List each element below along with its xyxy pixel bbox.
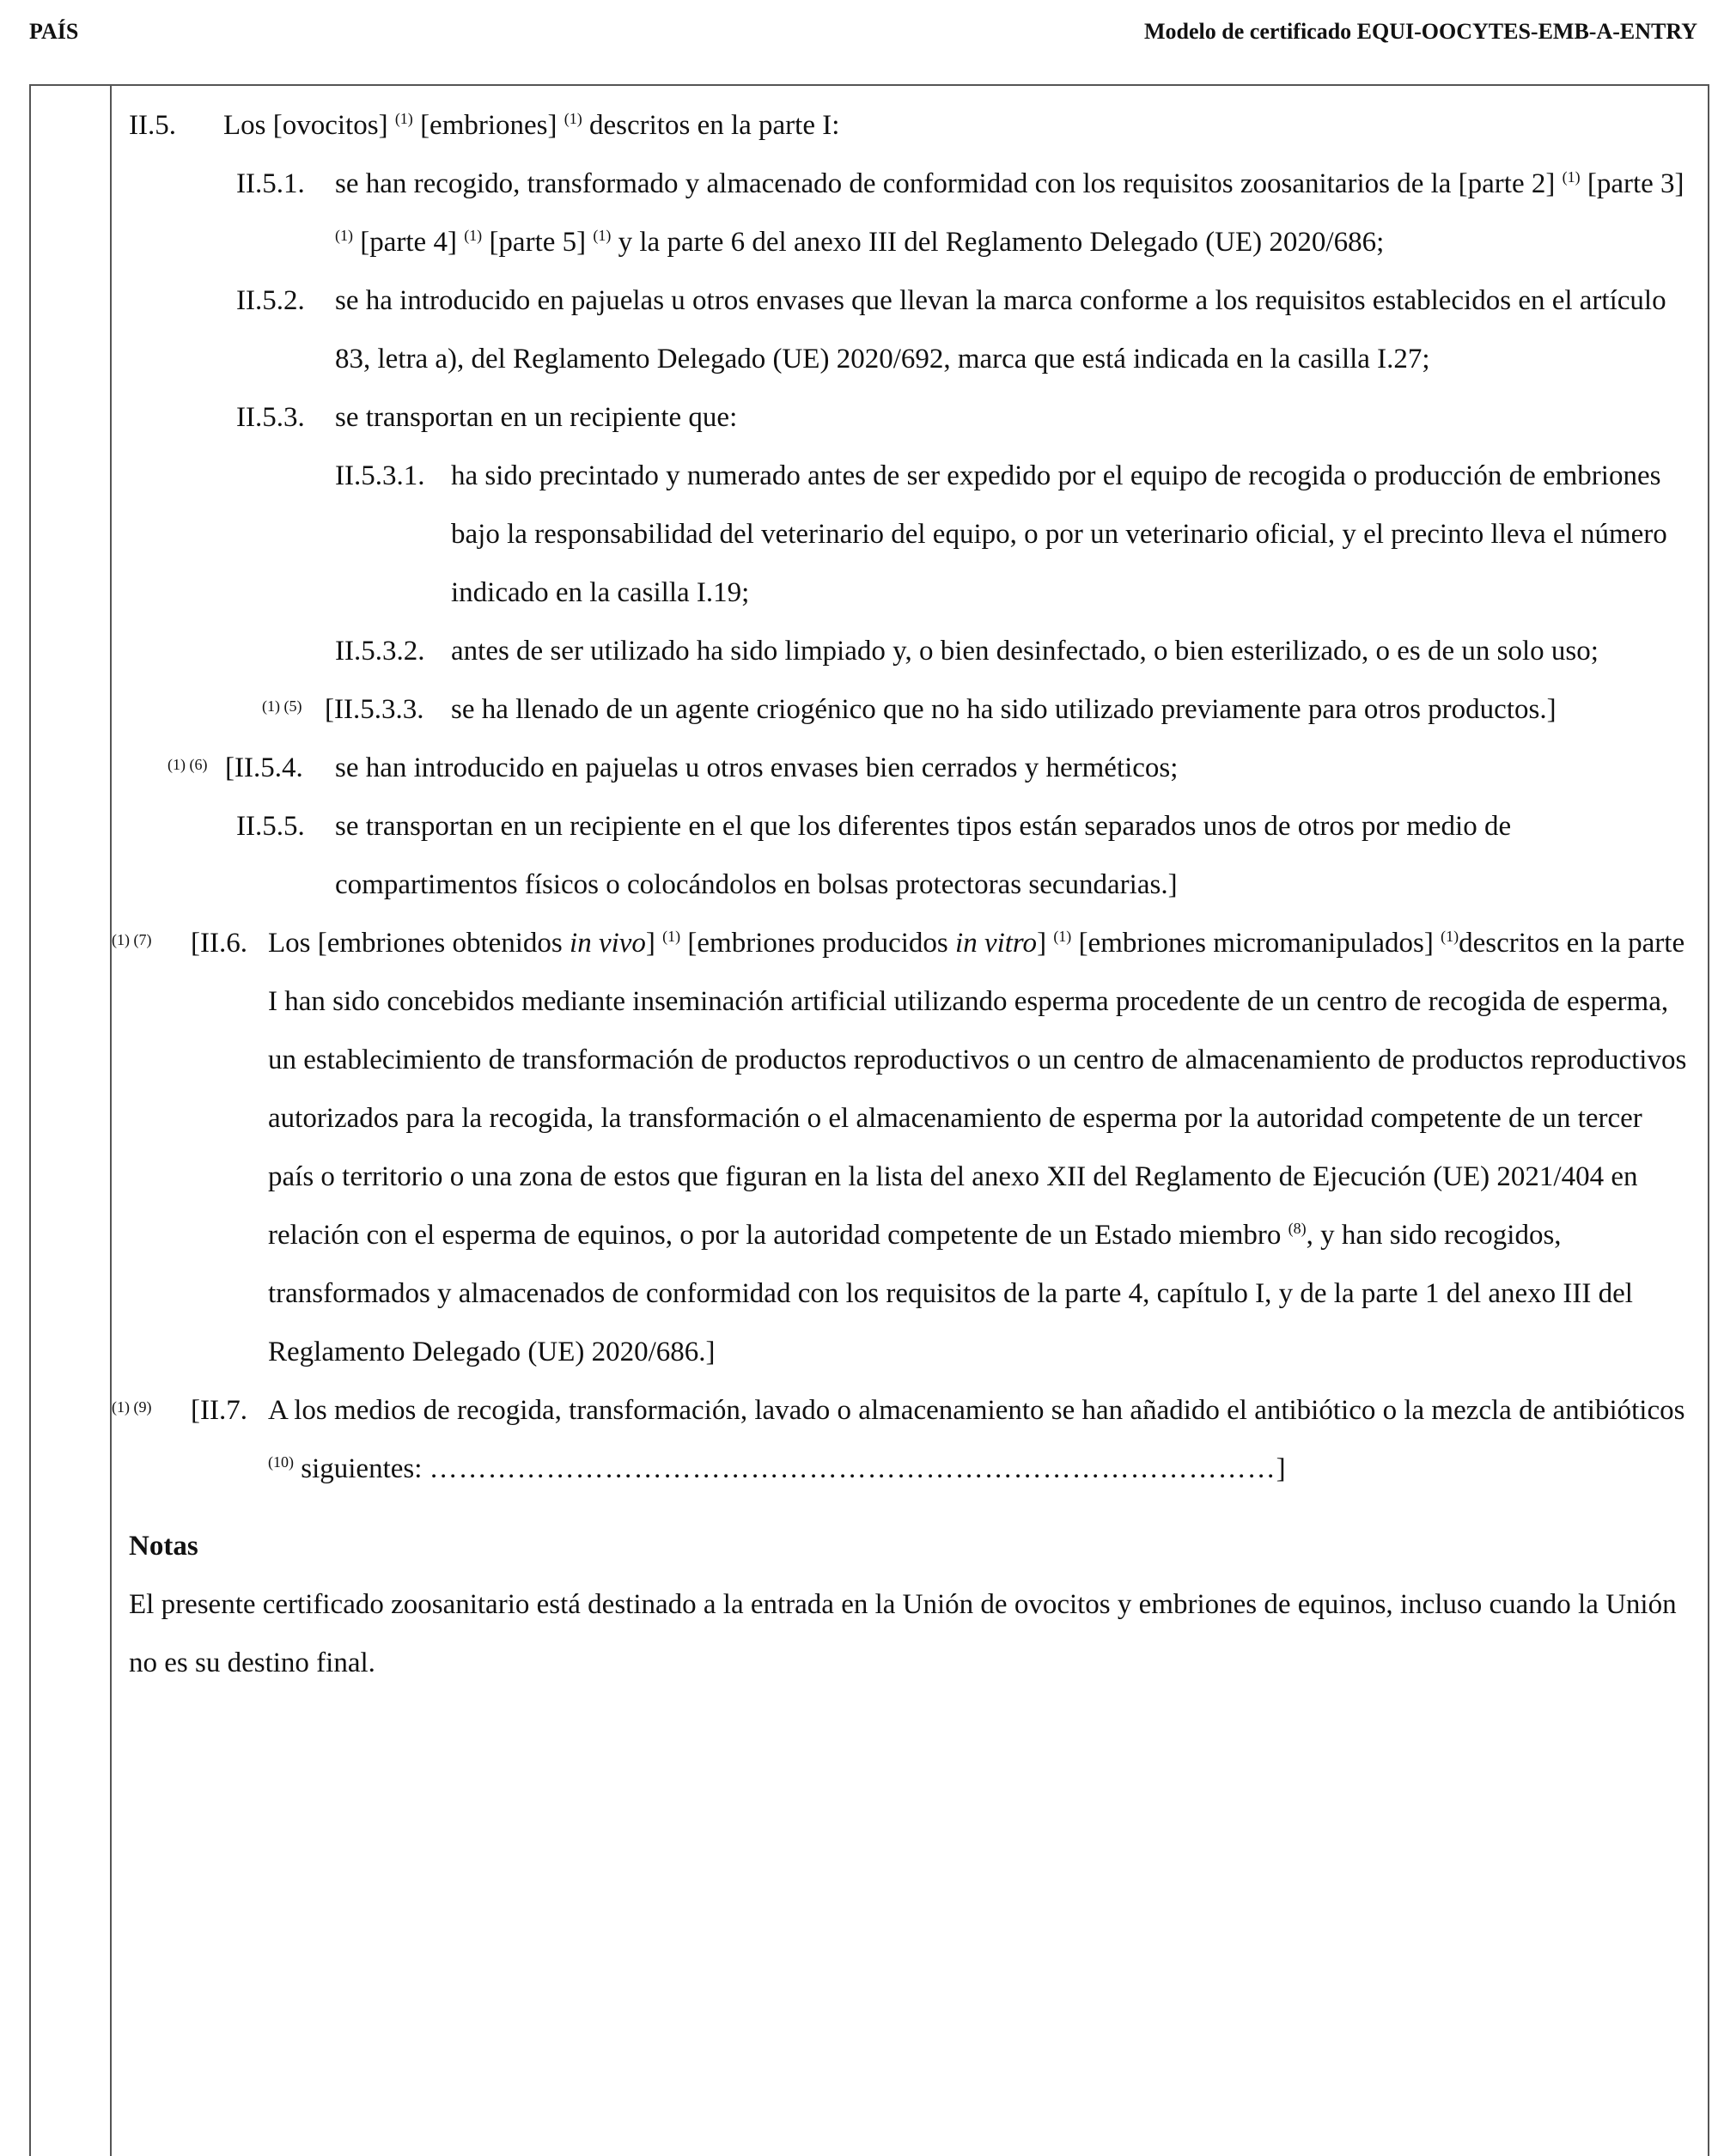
footnote-ref: (1) — [564, 110, 582, 127]
certificate-body — [112, 96, 1692, 1692]
italic-text: in vitro — [955, 928, 1038, 959]
text: se transportan en un recipiente que: — [335, 402, 738, 433]
section-number: II.5.1. — [236, 168, 305, 199]
text: , y han sido recogidos, transformados y almacenados de conformidad con los requisitos de la parte 4, capítulo I, y de la parte 1 del anexo III del Reglamento Delegado (UE) 2020/686.] — [268, 1220, 1633, 1367]
text: se ha introducido en pajuelas u otros envases que llevan la marca conforme a los requisitos establecidos en el artículo 83, letra a), del Reglamento Delegado (UE) 2020/692, marca que está indicada en la casilla I.27; — [335, 285, 1666, 375]
text: antes de ser utilizado ha sido limpiado y, o bien desinfectado, o bien esterilizado, o es de un solo uso; — [451, 636, 1599, 667]
text: [embriones micromanipulados] — [1071, 928, 1441, 959]
section-number: [II.7. — [191, 1395, 247, 1426]
text: Los [ovocitos] — [223, 110, 395, 141]
text: se ha llenado de un agente criogénico que no ha sido utilizado previamente para otros productos.] — [451, 694, 1557, 725]
text: ha sido precintado y numerado antes de ser expedido por el equipo de recogida o producción de embriones bajo la responsabilidad del veterinario del equipo, o por un veterinario oficial, y el precinto lleva el número indicado en la casilla I.19; — [451, 460, 1667, 608]
text: [parte 5] — [482, 227, 594, 258]
italic-text: in vivo — [570, 928, 646, 959]
text: se han introducido en pajuelas u otros envases bien cerrados y herméticos; — [335, 752, 1179, 783]
section-II-5-3-3: (1) (5) [II.5.3.3. se ha llenado de un agente criogénico que no ha sido utilizado previamente para otros productos.] — [129, 680, 1692, 739]
text: Los [embriones obtenidos — [268, 928, 570, 959]
footnote-ref: (1) — [1053, 928, 1072, 945]
section-II-5-3-2 — [129, 622, 1692, 680]
section-II-5-4: (1) (6) [II.5.4. se han introducido en pajuelas u otros envases bien cerrados y herméticos; — [129, 739, 1692, 797]
text: ] — [1276, 1453, 1286, 1484]
section-number: II.5.3. — [236, 402, 305, 433]
text: descritos en la parte I han sido concebidos mediante inseminación artificial utilizando esperma procedente de un centro de recogida de esperma, un establecimiento de transformación de productos reproductivos o un centro de almacenamiento de productos reproductivos autorizados para la recogida, la transformación o el almacenamiento de esperma por la autoridad competente de un tercer país o territorio o una zona de estos que figuran en la lista del anexo XII del Reglamento de Ejecución (UE) 2021/404 en relación con el esperma de equinos, o por la autoridad competente de un Estado miembro — [268, 928, 1687, 1251]
footnote-ref: (1) — [1562, 168, 1581, 186]
section-II-5-3-1 — [129, 447, 1692, 622]
footnote-ref: (1) — [394, 110, 413, 127]
text: [embriones] — [412, 110, 564, 141]
section-number: [II.6. — [191, 928, 247, 959]
text: se transportan en un recipiente en el que los diferentes tipos están separados unos de otros por medio de compartimentos físicos o colocándolos en bolsas protectoras secundarias.] — [335, 811, 1512, 900]
section-number: [II.5.4. — [225, 752, 303, 783]
section-number: II.5.5. — [236, 811, 305, 842]
section-II-5-5 — [129, 797, 1692, 914]
section-II-5-1 — [129, 155, 1692, 271]
text: ] — [645, 928, 663, 959]
text: siguientes: — [294, 1453, 430, 1484]
text: [embriones producidos — [680, 928, 956, 959]
text: [parte 3] — [1580, 168, 1684, 199]
text: y la parte 6 del anexo III del Reglamento Delegado (UE) 2020/686; — [611, 227, 1385, 258]
text: se han recogido, transformado y almacenado de conformidad con los requisitos zoosanitarios de la [parte 2] — [335, 168, 1563, 199]
footnote-ref: (8) — [1288, 1220, 1307, 1237]
section-number: II.5.3.1. — [335, 460, 425, 491]
header-country: PAÍS — [29, 19, 79, 44]
fill-in-dotted-line: …………………………………………………………………………… — [429, 1453, 1276, 1484]
section-II-6: (1) (7) [II.6. Los [embriones obtenidos in vivo] $^{(1)}$ [embriones producidos in vitro] $^{(1)}$ [embriones micromanipulados] $^{(1)}$descritos en la parte I han sido concebidos mediante inseminación artificial utilizando esperma procedente de un centro de recogida de esperma, un establecimiento de transformación de productos reproductivos o un centro de almacenamiento de productos reproductivos autorizados para la recogida, la transformación o el almacenamiento de esperma por la autoridad competente de un tercer país o territorio o una zona de estos que figuran en la lista del anexo XII del Reglamento de Ejecución (UE) 2021/404 en relación con el esperma de equinos, o por la autoridad competente de un Estado miembro $^{(8)}$, y han sido recogidos, transformados y almacenados de conformidad con los requisitos de la parte 4, capítulo I, y de la parte 1 del anexo III del Reglamento Delegado (UE) 2020/686.] — [129, 914, 1692, 1381]
footnote-ref: (1) — [593, 227, 612, 244]
margin-column-divider — [110, 84, 112, 2156]
section-number: [II.5.3.3. — [325, 694, 424, 725]
footnote-ref: (1) — [662, 928, 681, 945]
section-II-7: (1) (9) [II.7. A los medios de recogida, transformación, lavado o almacenamiento se han añadido el antibiótico o la mezcla de antibióticos $^{(10)}$ siguientes: ……………………………………………………………………………] — [129, 1381, 1692, 1498]
notes-heading: Notas — [129, 1531, 198, 1562]
footnote-ref: (10) — [268, 1453, 294, 1471]
footnote-ref: (1) — [1441, 928, 1459, 945]
section-number: II.5.2. — [236, 285, 305, 316]
section-number: II.5.3.2. — [335, 636, 425, 667]
section-II-5 — [129, 96, 1692, 155]
text: descritos en la parte I: — [582, 110, 840, 141]
section-II-5-3 — [129, 388, 1692, 447]
footnote-ref: (1) — [464, 227, 483, 244]
footnote-ref: (1) — [335, 227, 353, 244]
section-number: II.5. — [129, 110, 176, 141]
text: [parte 4] — [353, 227, 465, 258]
text: ] — [1037, 928, 1054, 959]
text: A los medios de recogida, transformación, lavado o almacenamiento se han añadido el antibiótico o la mezcla de antibióticos — [268, 1395, 1685, 1426]
section-II-5-2 — [129, 271, 1692, 388]
header-certificate-model: Modelo de certificado EQUI-OOCYTES-EMB-A-ENTRY — [1144, 19, 1697, 44]
notes-text: El presente certificado zoosanitario está destinado a la entrada en la Unión de ovocitos y embriones de equinos, incluso cuando la Unión no es su destino final. — [129, 1589, 1677, 1678]
